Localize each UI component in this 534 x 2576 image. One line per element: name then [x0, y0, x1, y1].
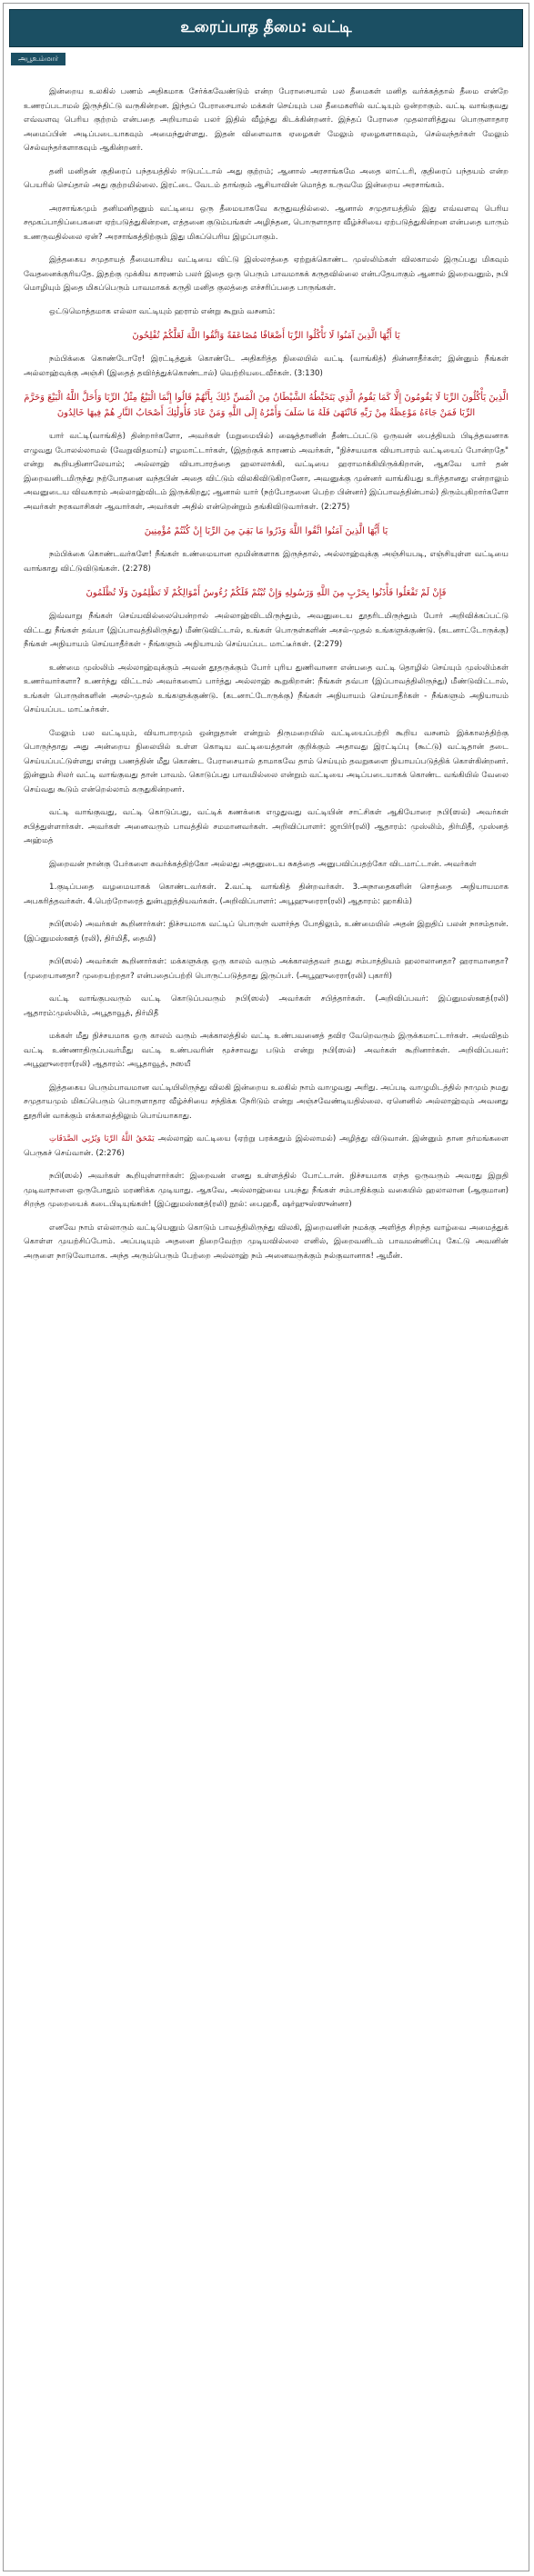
article-body: [4, 65, 529, 1263]
arabic-inline-verse: يَمْحَقُ اللَّهُ الرِّبَا وَيُرْبِي الصَّدَقَاتِ: [49, 1134, 155, 1143]
paragraph: அரசாங்கமும் தனிமனிதனும் வட்டியை ஒரு தீமையாகவே கருதுவதில்லை. ஆனால் சமுதாயத்தில் இது எவ்வளவு பெரிய சமூகப்பாதிப்பைகளை ஏற்படுத்துகின்றன, எத்தனை குடும்பங்கள் அழிந்தன, பொருளாதார வீழ்ச்சியை ஏற்படுத்துகின்றன என்பதை யாரும் உணருவதில்லை ஏன்? அரசாங்கத்திற்கும் இது மிகப்பெரிய இழப்பாகும்.: [24, 204, 509, 242]
paragraph: இறைவன் நான்கு பேர்களை சுவர்க்கத்திற்கோ அல்லது அதனுடைய சுகத்தை அனுபவிப்பதற்கோ விடமாட்டான். அவர்கள்: [49, 859, 477, 869]
hadith-paragraph: நபி(ஸல்) அவர்கள் கூறியுள்ளார்கள்: இறைவன் எனது உள்ளத்தில் போட்டான். நிச்சயமாக எந்த ஒருவரும் அவரது இறுதி முடிவாநாளை ஒருபோதும் மரணிக்க முடியாது. ஆகவே, அல்லாஹ்வை பயந்து நீங்கள் சம்பாதிக்கும் வகையில் ஹலாலான (ஆகுமான) சிறந்த முறையைக் கடைபிடியுங்கள்! (இப்னுமஸ்ஊத்(ரலி) நூல்: பைஹகீ, ஷர்ஹுஸ்ஸுன்னா): [24, 1172, 509, 1209]
paragraph: தனி மனிதன் குதிரைப் பந்தயத்தில் ஈடுபட்டால் அது குற்றம்; ஆனால் அரசாங்கமே அதை லாட்டரி, குதிரைப் பந்தயம் என்ற பெயரில் செய்தால் அது குற்றமில்லை. இரட்டை வேடம் தாங்கும் ஆசியாவின் மொத்த உருவமே இன்றைய அரசாங்கம்.: [24, 166, 509, 190]
verse-translation: யார் வட்டி(வாங்கித்) தின்றார்களோ, அவர்கள் (மறுமையில்) ஷைத்தானின் தீண்டப்பட்டு ஒருவன் பைத்தியம் பிடித்தவனாக எழுவது போலல்லாமல் (வேறுவிதமாய்) எழமாட்டார்கள், (இதற்குக் காரணம் அவர்கள், "நிச்சயமாக வியாபாரம் வட்டியைப் போன்றதே" என்று கூறியதினாலேயாம்; அல்லாஹ் வியாபாரத்தை ஹலாலாக்கி, வட்டியை ஹராமாக்கியிருக்கிறான், ஆகவே யார் தன் இறைவனிடமிருந்து நற்போதனை வந்தபின் அதை விட்டும் விலகிவிடுகிறானோ, அவனுக்கு முன்னர் வாங்கியது உரித்தானது என்றாலும் அவனுடைய விவகாரம் அல்லாஹ்விடம் இருக்கிறது; ஆனால் யார் (நற்போதனை பெற்ற பின்னர்) இப்பாவத்தின்பால்) திரும்புகிறார்களோ அவர்கள் நரகவாசிகள் ஆவார்கள், அவர்கள் அதில் என்றென்றும் தங்கிவிடுவார்கள். (2:275): [24, 432, 509, 512]
numbered-list: 1.குடிப்பதை வழமையாகக் கொண்டவர்கள். 2.வட்டி வாங்கித் தின்றவர்கள். 3.அநாதைகளின் சொத்தை அநியாயமாக அபகரித்தவர்கள். 4.பெற்றோரைத் துன்புறுத்தியவர்கள். (அறிவிப்பாளர்: அபூஹுரைரா(ரலி) ஆதாரம்: ஹாகிம்): [24, 883, 509, 906]
arabic-verse: يَا أَيُّهَا الَّذِينَ آمَنُوا لَا تَأْكُلُوا الرِّبَا أَضْعَافًا مُضَاعَفَةً وَاتَّقُوا اللَّهَ لَعَلَّكُمْ تُفْلِحُونَ: [132, 331, 400, 341]
inline-verse-translation: அல்லாஹ் வட்டியை (ஏற்று பரக்கதும் இல்லாமல்) அழித்து விடுவான். இன்னும் தான தர்மங்களை பெருகச் செய்வான். (2:276): [24, 1134, 509, 1158]
paragraph: இத்தகைய பெரும்பாவமான வட்டியிலிருந்து விலகி இன்றைய உலகில் நாம் வாழுவது அரிது. அப்படி வாழுமிடத்தில் நாமும் நமது சமுதாயமும் மிகப்பெரும் பொருளாதார வீழ்ச்சியை சந்திக்க நேரிடும் என்று அஞ்சவேண்டியதில்லை. ஏனெனில் அல்லாஹ்வும் அவனது தூதரின் வாக்கும் எக்காலத்திலும் பொய்யாகாது.: [24, 1083, 509, 1121]
author-byline: அபூஉம்மார்: [11, 53, 65, 65]
paragraph: இன்றைய உலகில் பணம் அதிகமாக சேர்க்கவேண்டும் என்ற பேராசையால் பல தீமைகள் மனித வர்க்கத்தால் தீமை என்றே உணரப்படாமல் இருந்திட்டு வருகின்றன. இந்தப் பேராசையால் மக்கள் செய்யும் பல தீமைகளில் வட்டியும் ஒன்றாகும். வட்டி வாங்குவது எவ்வளவு பெரிய குற்றம் என்பதை அறியாமல் பலர் இதில் வீழ்ந்து கிடக்கின்றனர். இந்தப் பேராசை முதலாளித்துவ பொருளாதார அமைப்பின் அடிப்படையாகவும் அமைந்துள்ளது. இதன் விளைவாக ஏழைகள் மேலும் ஏழைகளாகவும், செல்வந்தர்கள் மேலும் செல்வந்தர்களாகவும் ஆகின்றனர்.: [24, 87, 509, 153]
verse-translation: நம்பிக்கை கொண்டோரே! இரட்டித்துக் கொண்டே அதிகரித்த நிலையில் வட்டி (வாங்கித்) தின்னாதீர்கள்; இன்னும் நீங்கள் அல்லாஹ்வுக்கு அஞ்சி (இதைத் தவிர்த்துக்கொண்டால்) வெற்றியடைவீர்கள். (3:130): [24, 354, 509, 378]
arabic-verse: فَإِنْ لَمْ تَفْعَلُوا فَأْذَنُوا بِحَرْبٍ مِنَ اللَّهِ وَرَسُولِهِ وَإِنْ تُبْتُمْ فَلَكُمْ رُءُوسُ أَمْوَالِكُمْ لَا تَظْلِمُونَ وَلَا تُظْلَمُونَ: [86, 588, 447, 598]
inline-verse-paragraph: [24, 1133, 509, 1161]
arabic-verse: الَّذِينَ يَأْكُلُونَ الرِّبَا لَا يَقُومُونَ إِلَّا كَمَا يَقُومُ الَّذِي يَتَخَبَّطُهُ الشَّيْطَانُ مِنَ الْمَسِّ ذَٰلِكَ بِأَنَّهُمْ قَالُوا إِنَّمَا الْبَيْعُ مِثْلُ الرِّبَا وَأَحَلَّ اللَّهُ الْبَيْعَ وَحَرَّمَ الرِّبَا فَمَنْ جَاءَهُ مَوْعِظَةٌ مِنْ رَبِّهِ فَانْتَهَىٰ فَلَهُ مَا سَلَفَ وَأَمْرُهُ إِلَى اللَّهِ وَمَنْ عَادَ فَأُولَٰئِكَ أَصْحَابُ النَّارِ هُمْ فِيهَا خَالِدُونَ: [24, 393, 509, 418]
hadith-paragraph: வட்டி வாங்குபவரும் வட்டி கொடுப்பவரும் நபி(ஸல்) அவர்கள் சபித்தார்கள். (அறிவிப்பவர்: இப்னுமஸ்ஊத்(ரலி) ஆதாரம்:முஸ்லிம், அபூதாவூத், திர்மிதீ: [24, 994, 509, 1018]
hadith-paragraph: நபி(ஸல்) அவர்கள் கூறினார்கள்: மக்களுக்கு ஒரு காலம் வரும் அக்காலத்தவர் தமது சம்பாத்தியம் ஹலாலானதா? ஹராமானதா? (முறையானதா? முறையற்றதா? என்பதைப்பற்றி பொருட்படுத்தாது இருப்பர். (அபூஹுரைரா(ரலி) புகாரி): [24, 957, 509, 981]
paragraph: உண்மை முஸ்லிம் அல்லாஹ்வுக்கும் அவன் தூதருக்கும் போர் புரிய துணிவானா என்பதை வட்டி தொழில் செய்யும் முஸ்லிம்கள் உணர்வார்களா? உணர்ந்து விட்டால் அவர்களைப் பார்த்து அல்லாஹ் கூறுகிறான்: நீங்கள் தவ்பா (இப்பாவத்திலிருந்து) மீண்டுவிட்டால், உங்கள் பொருள்களின் அசல்-முதல் உங்களுக்குண்டு. (கடனாட்டோருக்கு) நீங்கள் அநியாயம் செய்யாதீர்கள் - நீங்களும் அநியாயம் செய்யப்பட மாட்டீர்கள்.: [24, 663, 509, 714]
closing-paragraph: எனவே நாம் எல்லாரும் வட்டியெனும் கொடும் பாவத்திலிருந்து விலகி, இறைவனின் நமக்கு அளித்த சிறந்த வாழ்வை அமைத்துக் கொள்ள முயற்சிப்போம். அப்படியும் அதனை நிறைவேற்ற முடியவில்லை எனில், இறைவனிடம் பாவமன்னிப்பு கேட்டு அவனின் அருளை நாடுவோமாக. அந்த அரும்பெரும் பேற்றை அல்லாஹ் நம் அனைவருக்கும் நல்குவானாக! ஆமீன்.: [24, 1223, 509, 1261]
hadith-paragraph: மக்கள் மீது நிச்சயமாக ஒரு காலம் வரும் அக்காலத்தில் வட்டி உண்பவனைத் தவிர வேறெவரும் இருக்கமாட்டார்கள். அவ்விதம் வட்டி உண்ணாதிருப்பவர்மீது வட்டி உண்பவரின் மூச்சாவது படும் என்று நபி(ஸல்) அவர்கள் கூறினார்கள். அறிவிப்பவர்: அபூஹுரைரா(ரலி) ஆதாரம்: அபூதாவூத், நஸயீ: [24, 1032, 509, 1069]
verse-translation: நம்பிக்கை கொண்டவர்களே! நீங்கள் உண்மையான மூமின்களாக இருந்தால், அல்லாஹ்வுக்கு அஞ்சியபடி, எஞ்சியுள்ள வட்டியை வாங்காது விட்டுவிடுங்கள். (2:278): [24, 550, 509, 574]
verse-translation: இவ்வாறு நீங்கள் செய்யவில்லையென்றால் அல்லாஹ்விடமிருந்தும், அவனுடைய தூதரிடமிருந்தும் போர் அறிவிக்கப்பட்டு விட்டது நீங்கள் தவ்பா (இப்பாவத்திலிருந்து) மீண்டுவிட்டால், உங்கள் பொருள்களின் அசல்-முதல் உங்களுக்குண்டு. (கடனாட்டோருக்கு) நீங்கள் அநியாயம் செய்யாதீர்கள் - நீங்களும் அநியாயம் செய்யப்பட மாட்டீர்கள். (2:279): [24, 612, 509, 649]
paragraph: மேலும் பல வட்டியும், வியாபாரமும் ஒன்றுதான் என்றும் திருமறையில் வட்டியைப்பற்றி கூறிய வசனம் இக்காலத்திற்கு பொருந்தாது அது அன்றைய நிலையில் உள்ள கொடிய வட்டியைத்தான் குறிக்கும் அதாவது இரட்டிப்பு (கூட்டு) வட்டிதான் தடை செய்யப்பட்டுள்ளது என்று பணத்தின் மீது கொண்ட பேராசையால் தாமாகவே தாம் செய்யும் தவறுகளை நியாயப்படுத்திக் கொள்கின்றனர். இன்னும் சிலர் வட்டி வாங்குவது தான் பாவம். கொடுப்பது பாவமில்லை என்றும் வட்டியை அடிப்படையாகக் கொண்ட வங்கியில் வேலை செய்வது கூடும் என்றெல்லாம் கருதுகின்றனர்.: [24, 728, 509, 794]
article-header: [9, 9, 523, 47]
paragraph: ஒட்டுமொத்தமாக எல்லா வட்டியும் ஹராம் என்று கூறும் வசனம்:: [49, 306, 276, 316]
article-title: உரைப்பாத தீமை: வட்டி: [180, 18, 352, 36]
hadith-paragraph: நபி(ஸல்) அவர்கள் கூறினார்கள்: நிச்சயமாக வட்டிப் பொருள் வளர்ந்த போதிலும், உண்மையில் அதன் இறுதிப் பலன் நாசம்தான். (இப்னுமஸ்ஊத் (ரலி), திர்மிதீ, தைமி): [24, 920, 509, 944]
article-frame: [3, 3, 529, 2571]
arabic-verse: يَا أَيُّهَا الَّذِينَ آمَنُوا اتَّقُوا اللَّهَ وَذَرُوا مَا بَقِيَ مِنَ الرِّبَا إِنْ كُنْتُمْ مُؤْمِنِينَ: [144, 526, 388, 536]
paragraph: இத்தகைய சமுதாயத் தீமையாகிய வட்டியை விட்டு இஸ்லாத்தை ஏற்றுக்கொண்ட முஸ்லிம்கள் விலகாமல் இருப்பது மிகவும் வேதனைக்குரியதே. இதற்கு முக்கிய காரணம் பலர் இதை ஒரு பெரும் பாவமாகக் கருதவில்லை என்பதேயாகும் ஆனால் இறைவனும், நபி மொழியும் இதை மிகப்பெரும் பாவமாகக் கருதி மனித குலத்தை எச்சரிப்பதை பாருங்கள்.: [24, 255, 509, 293]
hadith-paragraph: வட்டி வாங்குவது, வட்டி கொடுப்பது, வட்டிக் கணக்கை எழுதுவது வட்டியின் சாட்சிகள் ஆகியோரை நபி(ஸல்) அவர்கள் சபித்துள்ளார்கள். அவர்கள் அனைவரும் பாவத்தில் சமமானவர்கள். அறிவிப்பாளர்: ஜாபிர்(ரலி) ஆதாரம்: முஸ்லிம், திர்மிதீ, முஸ்னத் அஹ்மத்: [24, 808, 509, 845]
